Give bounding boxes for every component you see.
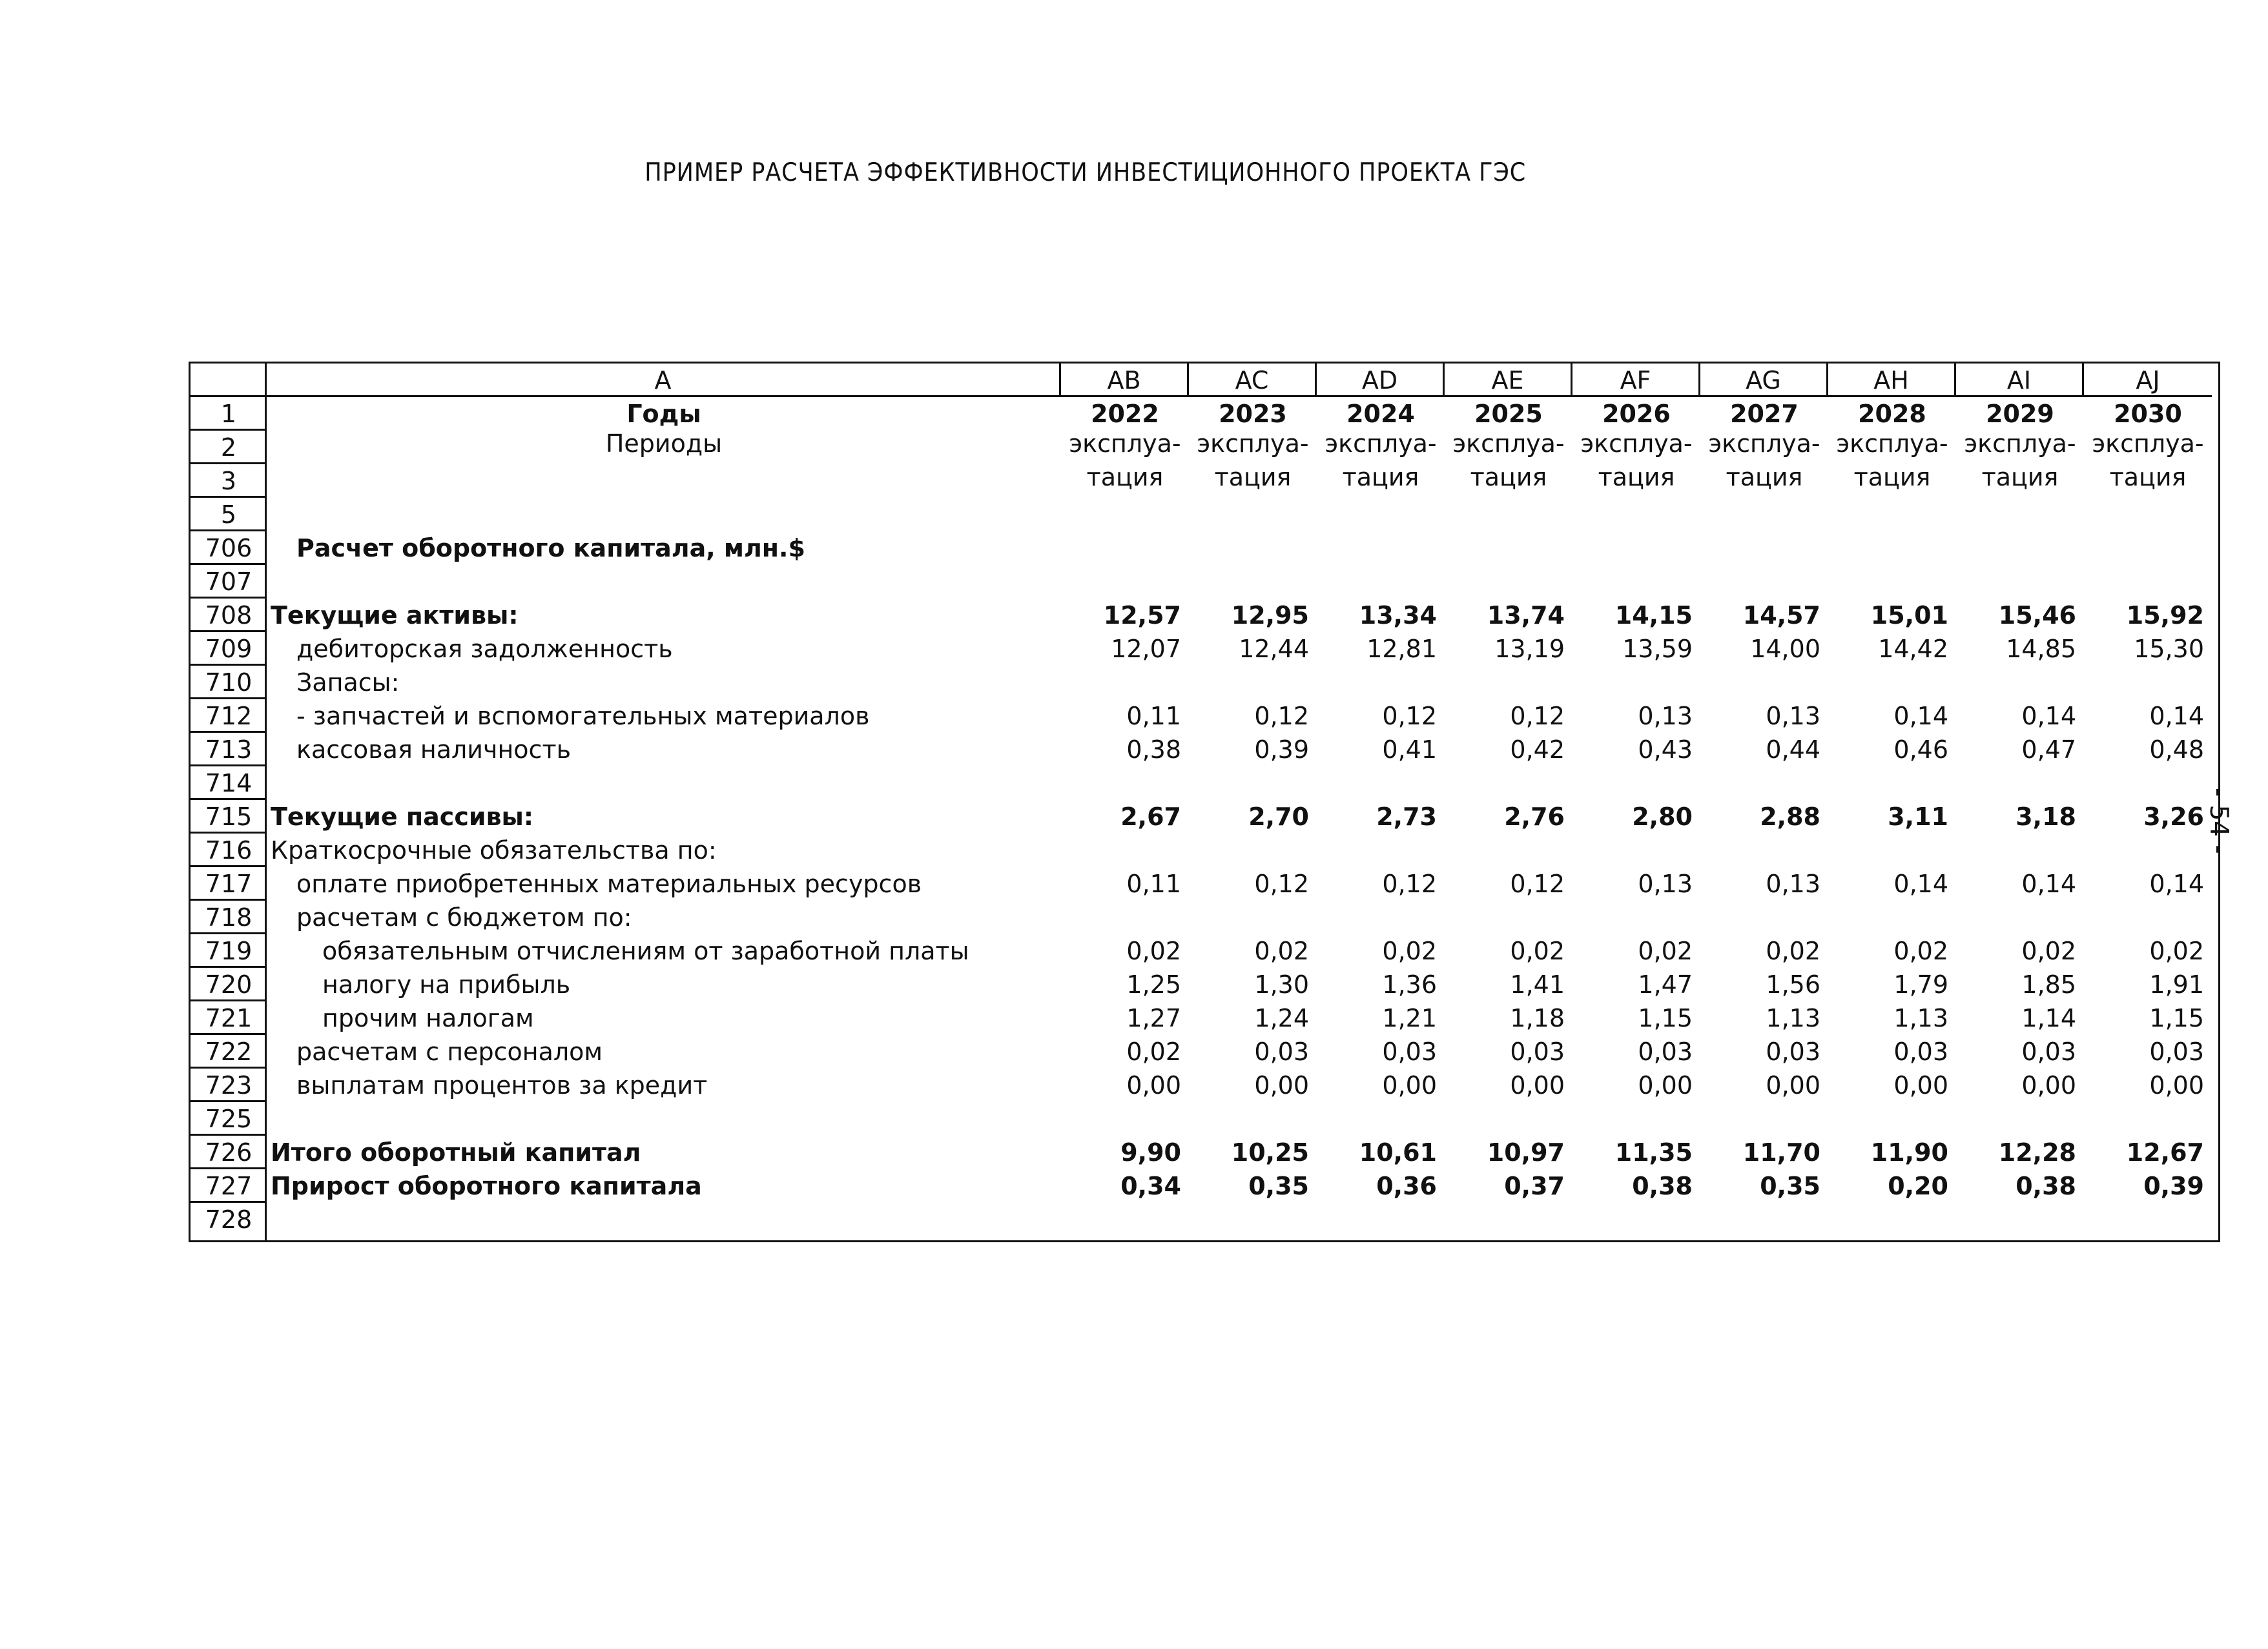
value-cell: 0,14 [1893,702,1948,730]
row-label: оплате приобретенных материальных ресурсов [296,870,922,898]
value-cell: 0,39 [2143,1172,2204,1200]
value-cell: 1,25 [1126,970,1181,999]
value-cell: 2,80 [1632,803,1693,831]
row-label: дебиторская задолженность [296,635,673,663]
value-cell: 3,18 [2015,803,2076,831]
value-cell: 0,02 [1382,937,1437,965]
value-cell: 0,12 [1254,702,1309,730]
period-line2: тация [1981,463,2059,491]
value-cell: 15,30 [2134,635,2204,663]
row-label: Расчет оборотного капитала, млн.$ [296,534,805,562]
value-cell: 1,91 [2149,970,2204,999]
period-line1: эксплуа- [1580,429,1693,458]
value-cell: 0,00 [1126,1071,1181,1100]
value-cell: 11,90 [1870,1138,1948,1167]
value-cell: 1,14 [2021,1004,2076,1032]
row-number: 722 [191,1035,267,1069]
value-cell: 13,34 [1359,601,1437,630]
value-cell: 0,12 [1254,870,1309,898]
value-cell: 12,44 [1239,635,1309,663]
value-cell: 0,00 [1766,1071,1820,1100]
value-cell: 0,00 [1893,1071,1948,1100]
corner-cell [191,364,267,397]
value-cell: 11,35 [1614,1138,1693,1167]
year-cell: 2023 [1219,400,1287,428]
row-number: 3 [191,464,267,498]
value-cell: 0,12 [1382,870,1437,898]
column-header-ae: AE [1445,364,1572,397]
value-cell: 0,00 [2149,1071,2204,1100]
row-label: Краткосрочные обязательства по: [271,836,717,865]
row-number: 2 [191,431,267,464]
page-title: ПРИМЕР РАСЧЕТА ЭФФЕКТИВНОСТИ ИНВЕСТИЦИОННОГО ПРОЕКТА ГЭС [644,158,1527,187]
value-cell: 0,02 [2149,937,2204,965]
value-cell: 0,03 [1766,1038,1820,1066]
value-cell: 0,12 [1382,702,1437,730]
value-cell: 0,02 [1254,937,1309,965]
value-cell: 1,21 [1382,1004,1437,1032]
value-cell: 3,11 [1888,803,1948,831]
years-label: Годы [626,400,701,428]
value-cell: 0,13 [1766,702,1820,730]
period-line2: тация [1853,463,1931,491]
row-label: - запчастей и вспомогательных материалов [296,702,870,730]
value-cell: 15,92 [2126,601,2204,630]
row-number: 720 [191,968,267,1001]
value-cell: 12,95 [1231,601,1309,630]
value-cell: 0,00 [1382,1071,1437,1100]
value-cell: 0,03 [2149,1038,2204,1066]
value-cell: 0,36 [1376,1172,1437,1200]
column-header-ab: AB [1061,364,1189,397]
value-cell: 0,03 [1382,1038,1437,1066]
period-line1: эксплуа- [1836,429,1948,458]
row-number: 716 [191,834,267,867]
value-cell: 0,14 [1893,870,1948,898]
value-cell: 0,42 [1510,735,1565,764]
value-cell: 0,11 [1126,870,1181,898]
value-cell: 0,38 [1632,1172,1693,1200]
value-cell: 12,57 [1103,601,1181,630]
periods-label: Периоды [605,429,723,458]
value-cell: 0,00 [1510,1071,1565,1100]
value-cell: 14,85 [2006,635,2076,663]
column-header-ad: AD [1317,364,1445,397]
value-cell: 1,36 [1382,970,1437,999]
value-cell: 1,30 [1254,970,1309,999]
value-cell: 0,02 [1126,1038,1181,1066]
value-cell: 0,47 [2021,735,2076,764]
value-cell: 1,27 [1126,1004,1181,1032]
value-cell: 2,70 [1248,803,1309,831]
value-cell: 0,02 [1766,937,1820,965]
value-cell: 11,70 [1742,1138,1820,1167]
value-cell: 2,88 [1760,803,1820,831]
value-cell: 14,57 [1742,601,1820,630]
value-cell: 0,41 [1382,735,1437,764]
value-cell: 2,73 [1376,803,1437,831]
row-number: 721 [191,1001,267,1035]
row-number: 728 [205,1205,253,1234]
row-number: 714 [191,766,267,800]
value-cell: 9,90 [1120,1138,1181,1167]
value-cell: 0,11 [1126,702,1181,730]
row-label: Итого оборотный капитал [271,1138,641,1167]
row-number: 719 [191,934,267,968]
value-cell: 2,76 [1504,803,1565,831]
period-line2: тация [1214,463,1292,491]
value-cell: 1,56 [1766,970,1820,999]
year-cell: 2022 [1091,400,1159,428]
column-header-a: A [267,364,1061,397]
value-cell: 0,02 [1893,937,1948,965]
value-cell: 0,03 [1638,1038,1693,1066]
value-cell: 0,13 [1766,870,1820,898]
value-cell: 14,42 [1878,635,1948,663]
year-cell: 2030 [2114,400,2182,428]
row-number: 708 [191,599,267,632]
year-cell: 2025 [1474,400,1543,428]
row-number: 710 [191,666,267,699]
value-cell: 0,02 [1510,937,1565,965]
value-cell: 1,15 [2149,1004,2204,1032]
value-cell: 0,13 [1638,702,1693,730]
row-label: Текущие пассивы: [271,803,534,831]
row-label: расчетам с персоналом [296,1038,603,1066]
row-number: 718 [191,901,267,934]
value-cell: 1,24 [1254,1004,1309,1032]
row-label: Прирост оборотного капитала [271,1172,702,1200]
row-label: Текущие активы: [271,601,519,630]
value-cell: 12,28 [1998,1138,2076,1167]
value-cell: 12,67 [2126,1138,2204,1167]
row-number: 709 [191,632,267,666]
column-header-af: AF [1572,364,1700,397]
value-cell: 0,03 [1254,1038,1309,1066]
value-cell: 0,46 [1893,735,1948,764]
value-cell: 15,01 [1870,601,1948,630]
row-number: 1 [191,397,267,431]
year-cell: 2026 [1602,400,1671,428]
value-cell: 0,00 [2021,1071,2076,1100]
row-number: 726 [191,1136,267,1169]
value-cell: 14,00 [1750,635,1820,663]
row-number: 723 [191,1069,267,1102]
row-number: 717 [191,867,267,901]
period-line1: эксплуа- [1708,429,1820,458]
value-cell: 0,14 [2021,702,2076,730]
column-header-ac: AC [1189,364,1317,397]
value-cell: 0,03 [1510,1038,1565,1066]
row-number: 712 [191,699,267,733]
value-cell: 1,18 [1510,1004,1565,1032]
value-cell: 0,02 [1126,937,1181,965]
value-cell: 10,25 [1231,1138,1309,1167]
period-line2: тация [1342,463,1419,491]
period-line2: тация [2109,463,2187,491]
value-cell: 0,44 [1766,735,1820,764]
value-cell: 0,35 [1248,1172,1309,1200]
row-number: 5 [191,498,267,531]
period-line2: тация [1598,463,1675,491]
value-cell: 0,00 [1638,1071,1693,1100]
value-cell: 15,46 [1998,601,2076,630]
value-cell: 0,00 [1254,1071,1309,1100]
value-cell: 0,02 [2021,937,2076,965]
value-cell: 0,02 [1638,937,1693,965]
row-label: расчетам с бюджетом по: [296,903,632,932]
value-cell: 0,14 [2021,870,2076,898]
row-label: кассовая наличность [296,735,571,764]
value-cell: 10,97 [1487,1138,1565,1167]
row-number-column [191,364,267,1240]
value-cell: 0,12 [1510,702,1565,730]
value-cell: 0,34 [1120,1172,1181,1200]
row-label: обязательным отчислениям от заработной платы [322,937,969,965]
value-cell: 0,38 [1126,735,1181,764]
value-cell: 13,59 [1622,635,1693,663]
value-cell: 13,19 [1494,635,1565,663]
value-cell: 0,48 [2149,735,2204,764]
year-cell: 2024 [1346,400,1415,428]
value-cell: 3,26 [2143,803,2204,831]
value-cell: 0,38 [2015,1172,2076,1200]
column-header-ag: AG [1700,364,1828,397]
period-line2: тация [1726,463,1803,491]
value-cell: 0,37 [1504,1172,1565,1200]
row-number: 713 [191,733,267,766]
page-number: - 54 - [2204,788,2233,854]
value-cell: 12,07 [1111,635,1181,663]
value-cell: 1,79 [1893,970,1948,999]
year-cell: 2029 [1986,400,2054,428]
row-number: 727 [191,1169,267,1203]
value-cell: 1,41 [1510,970,1565,999]
value-cell: 1,13 [1893,1004,1948,1032]
value-cell: 10,61 [1359,1138,1437,1167]
row-number: 725 [191,1102,267,1136]
row-label: прочим налогам [322,1004,534,1032]
year-cell: 2028 [1858,400,1926,428]
period-line1: эксплуа- [1197,429,1309,458]
value-cell: 0,20 [1888,1172,1948,1200]
value-cell: 2,67 [1120,803,1181,831]
value-cell: 13,74 [1487,601,1565,630]
value-cell: 14,15 [1614,601,1693,630]
period-line1: эксплуа- [1069,429,1181,458]
row-label: налогу на прибыль [322,970,571,999]
row-label: Запасы: [296,668,400,697]
value-cell: 0,43 [1638,735,1693,764]
column-header-aj: AJ [2084,364,2212,397]
spreadsheet-table [189,362,2220,1242]
row-number: 706 [191,531,267,565]
value-cell: 1,85 [2021,970,2076,999]
value-cell: 1,13 [1766,1004,1820,1032]
value-cell: 0,03 [2021,1038,2076,1066]
value-cell: 0,03 [1893,1038,1948,1066]
value-cell: 0,39 [1254,735,1309,764]
period-line1: эксплуа- [1325,429,1437,458]
year-cell: 2027 [1730,400,1799,428]
value-cell: 0,14 [2149,702,2204,730]
value-cell: 0,35 [1760,1172,1820,1200]
value-cell: 0,12 [1510,870,1565,898]
period-line1: эксплуа- [1452,429,1565,458]
value-cell: 0,14 [2149,870,2204,898]
row-label: выплатам процентов за кредит [296,1071,708,1100]
column-header-ah: AH [1828,364,1956,397]
row-number: 707 [191,565,267,599]
period-line1: эксплуа- [1964,429,2076,458]
value-cell: 0,13 [1638,870,1693,898]
column-header-ai: AI [1956,364,2084,397]
period-line1: эксплуа- [2092,429,2204,458]
row-number: 715 [191,800,267,834]
value-cell: 1,47 [1638,970,1693,999]
period-line2: тация [1086,463,1164,491]
period-line2: тация [1470,463,1547,491]
value-cell: 1,15 [1638,1004,1693,1032]
value-cell: 12,81 [1366,635,1437,663]
